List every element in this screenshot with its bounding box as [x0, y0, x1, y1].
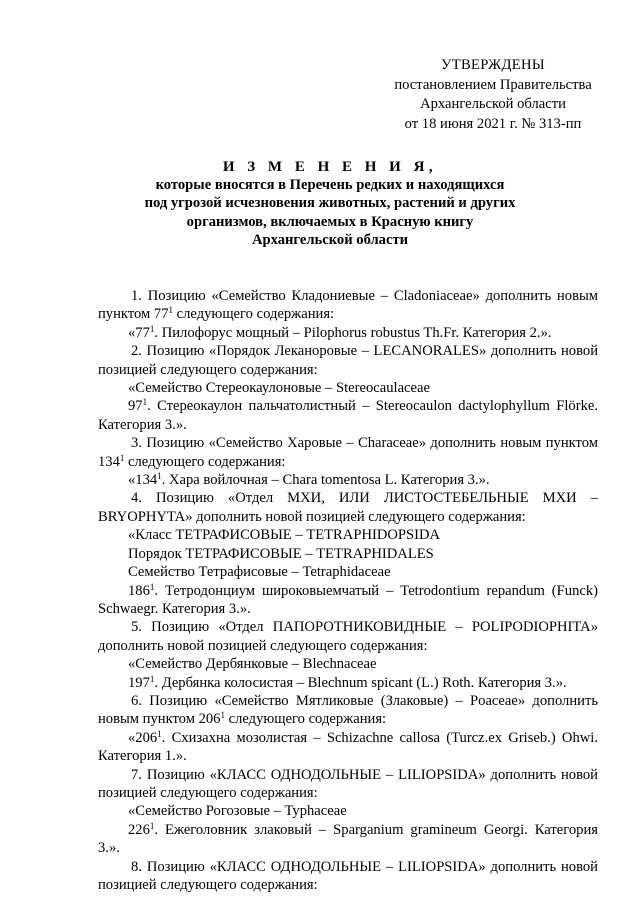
- paragraph-text: . Пилофорус мощный – Pilophorus robustus Th.Fr. Категория 2.».: [154, 324, 552, 341]
- title-line-4: Архангельской области: [251, 231, 409, 248]
- approval-line-decree: постановлением Правительства: [394, 76, 592, 93]
- paragraph-entry-226: [98, 821, 598, 858]
- paragraph-text: 97: [128, 398, 143, 415]
- document-body: [98, 287, 598, 894]
- paragraph-text: следующего содержания:: [173, 306, 335, 323]
- approval-block: [383, 56, 603, 134]
- approval-line-region: Архангельской области: [420, 96, 566, 112]
- superscript: 1: [149, 673, 155, 684]
- paragraph-item-4: 4. Позицию «Отдел МХИ, ИЛИ ЛИСТОСТЕБЕЛЬНЫЕ МХИ – BRYOPHYTA» дополнить новой позицией следующего содержания:: [98, 490, 598, 525]
- paragraph-text: . Стереокаулон пальчатолистный – Stereocaulon dactylophyllum Flörke. Категория 3.».: [98, 398, 598, 433]
- paragraph-order-tetraphidales: Порядок ТЕТРАФИСОВЫЕ – TETRAPHIDALES: [128, 545, 434, 562]
- paragraph-text: . Тетродонциум широковыемчатый – Tetrodontium repandum (Funck) Schwaegr. Категория 3.».: [98, 582, 598, 617]
- paragraph-entry-206: [98, 729, 598, 766]
- paragraph-entry-77: [98, 324, 598, 342]
- paragraph-family-blechnaceae: «Семейство Дербянковые – Blechnaceae: [128, 656, 377, 673]
- superscript: 1: [157, 728, 162, 739]
- superscript: 1: [149, 820, 155, 831]
- paragraph-text: . Ежеголовник злаковый – Sparganium gramineum Georgi. Категория 3.».: [98, 821, 598, 857]
- paragraph-text: . Хара войлочная – Chara tomentosa L. Категория 3.».: [161, 472, 490, 489]
- title-line-3: организмов, включаемых в Красную книгу: [186, 213, 474, 230]
- paragraph-entry-97: [98, 397, 598, 434]
- superscript: 1: [149, 581, 155, 592]
- document-title: [60, 158, 600, 249]
- paragraph-text: 6. Позицию «Семейство Мятликовые (Злаковые) – Poaceae» дополнить новым пунктом 206: [98, 692, 598, 728]
- paragraph-item-5: 5. Позицию «Отдел ПАПОРОТНИКОВИДНЫЕ – POLIPODIOPHITA» дополнить новой позицией следующего содержания:: [98, 619, 598, 654]
- paragraph-family-typhaceae: «Семейство Рогозовые – Typhaceae: [128, 803, 347, 820]
- superscript: 1: [220, 710, 225, 721]
- paragraph-item-1: [98, 287, 598, 324]
- paragraph-text: 226: [128, 821, 150, 838]
- superscript: 1: [168, 305, 173, 316]
- paragraph-text: следующего содержания:: [124, 453, 286, 470]
- paragraph-family-tetraphidaceae: Семейство Тетрафисовые – Tetraphidaceae: [128, 564, 391, 581]
- paragraph-family-stereocaulaceae: «Семейство Стереокаулоновые – Stereocaulaceae: [128, 380, 430, 397]
- title-heading: И З М Е Н Е Н И Я,: [222, 159, 438, 175]
- title-line-2: под угрозой исчезновения животных, растений и других: [144, 195, 516, 212]
- approval-heading: УТВЕРЖДЕНЫ: [441, 57, 545, 73]
- superscript: 1: [119, 452, 125, 463]
- superscript: 1: [157, 471, 162, 482]
- paragraph-text: «134: [128, 472, 158, 489]
- paragraph-entry-134: [98, 471, 598, 489]
- title-line-1: которые вносятся в Перечень редких и находящихся: [155, 177, 505, 194]
- paragraph-item-6: [98, 692, 598, 729]
- paragraph-item-3: [98, 434, 598, 471]
- superscript: 1: [142, 397, 148, 408]
- paragraph-class-tetraphidopsida: «Класс ТЕТРАФИСОВЫЕ – TETRAPHIDOPSIDA: [128, 527, 441, 544]
- paragraph-text: 1. Позицию «Семейство Кладониевые – Cladoniaceae» дополнить новым пунктом 77: [98, 288, 598, 323]
- paragraph-text: 197: [128, 674, 150, 691]
- paragraph-item-8: 8. Позицию «КЛАСС ОДНОДОЛЬНЫЕ – LILIOPSIDA» дополнить новой позицией следующего содержания:: [98, 858, 598, 893]
- paragraph-text: «206: [128, 729, 158, 746]
- paragraph-text: . Дербянка колосистая – Blechnum spicant (L.) Roth. Категория 3.».: [154, 674, 567, 691]
- paragraph-text: «77: [128, 324, 150, 341]
- paragraph-item-7: 7. Позицию «КЛАСС ОДНОДОЛЬНЫЕ – LILIOPSIDA» дополнить новой позицией следующего содержания:: [98, 766, 598, 801]
- paragraph-item-2: 2. Позицию «Порядок Леканоровые – LECANORALES» дополнить новой позицией следующего содержания:: [98, 343, 598, 378]
- paragraph-entry-197: [98, 674, 598, 692]
- approval-line-date: от 18 июня 2021 г. № 313-пп: [404, 115, 582, 132]
- paragraph-text: . Схизахна мозолистая – Schizachne callosa (Turcz.ex Griseb.) Ohwi. Категория 1.».: [98, 729, 598, 765]
- paragraph-text: 186: [128, 582, 150, 599]
- superscript: 1: [149, 323, 155, 334]
- paragraph-text: следующего содержания:: [224, 711, 387, 728]
- paragraph-text: 3. Позицию «Семейство Харовые – Characeae» дополнить новым пунктом 134: [98, 435, 598, 470]
- paragraph-entry-186: [98, 582, 598, 619]
